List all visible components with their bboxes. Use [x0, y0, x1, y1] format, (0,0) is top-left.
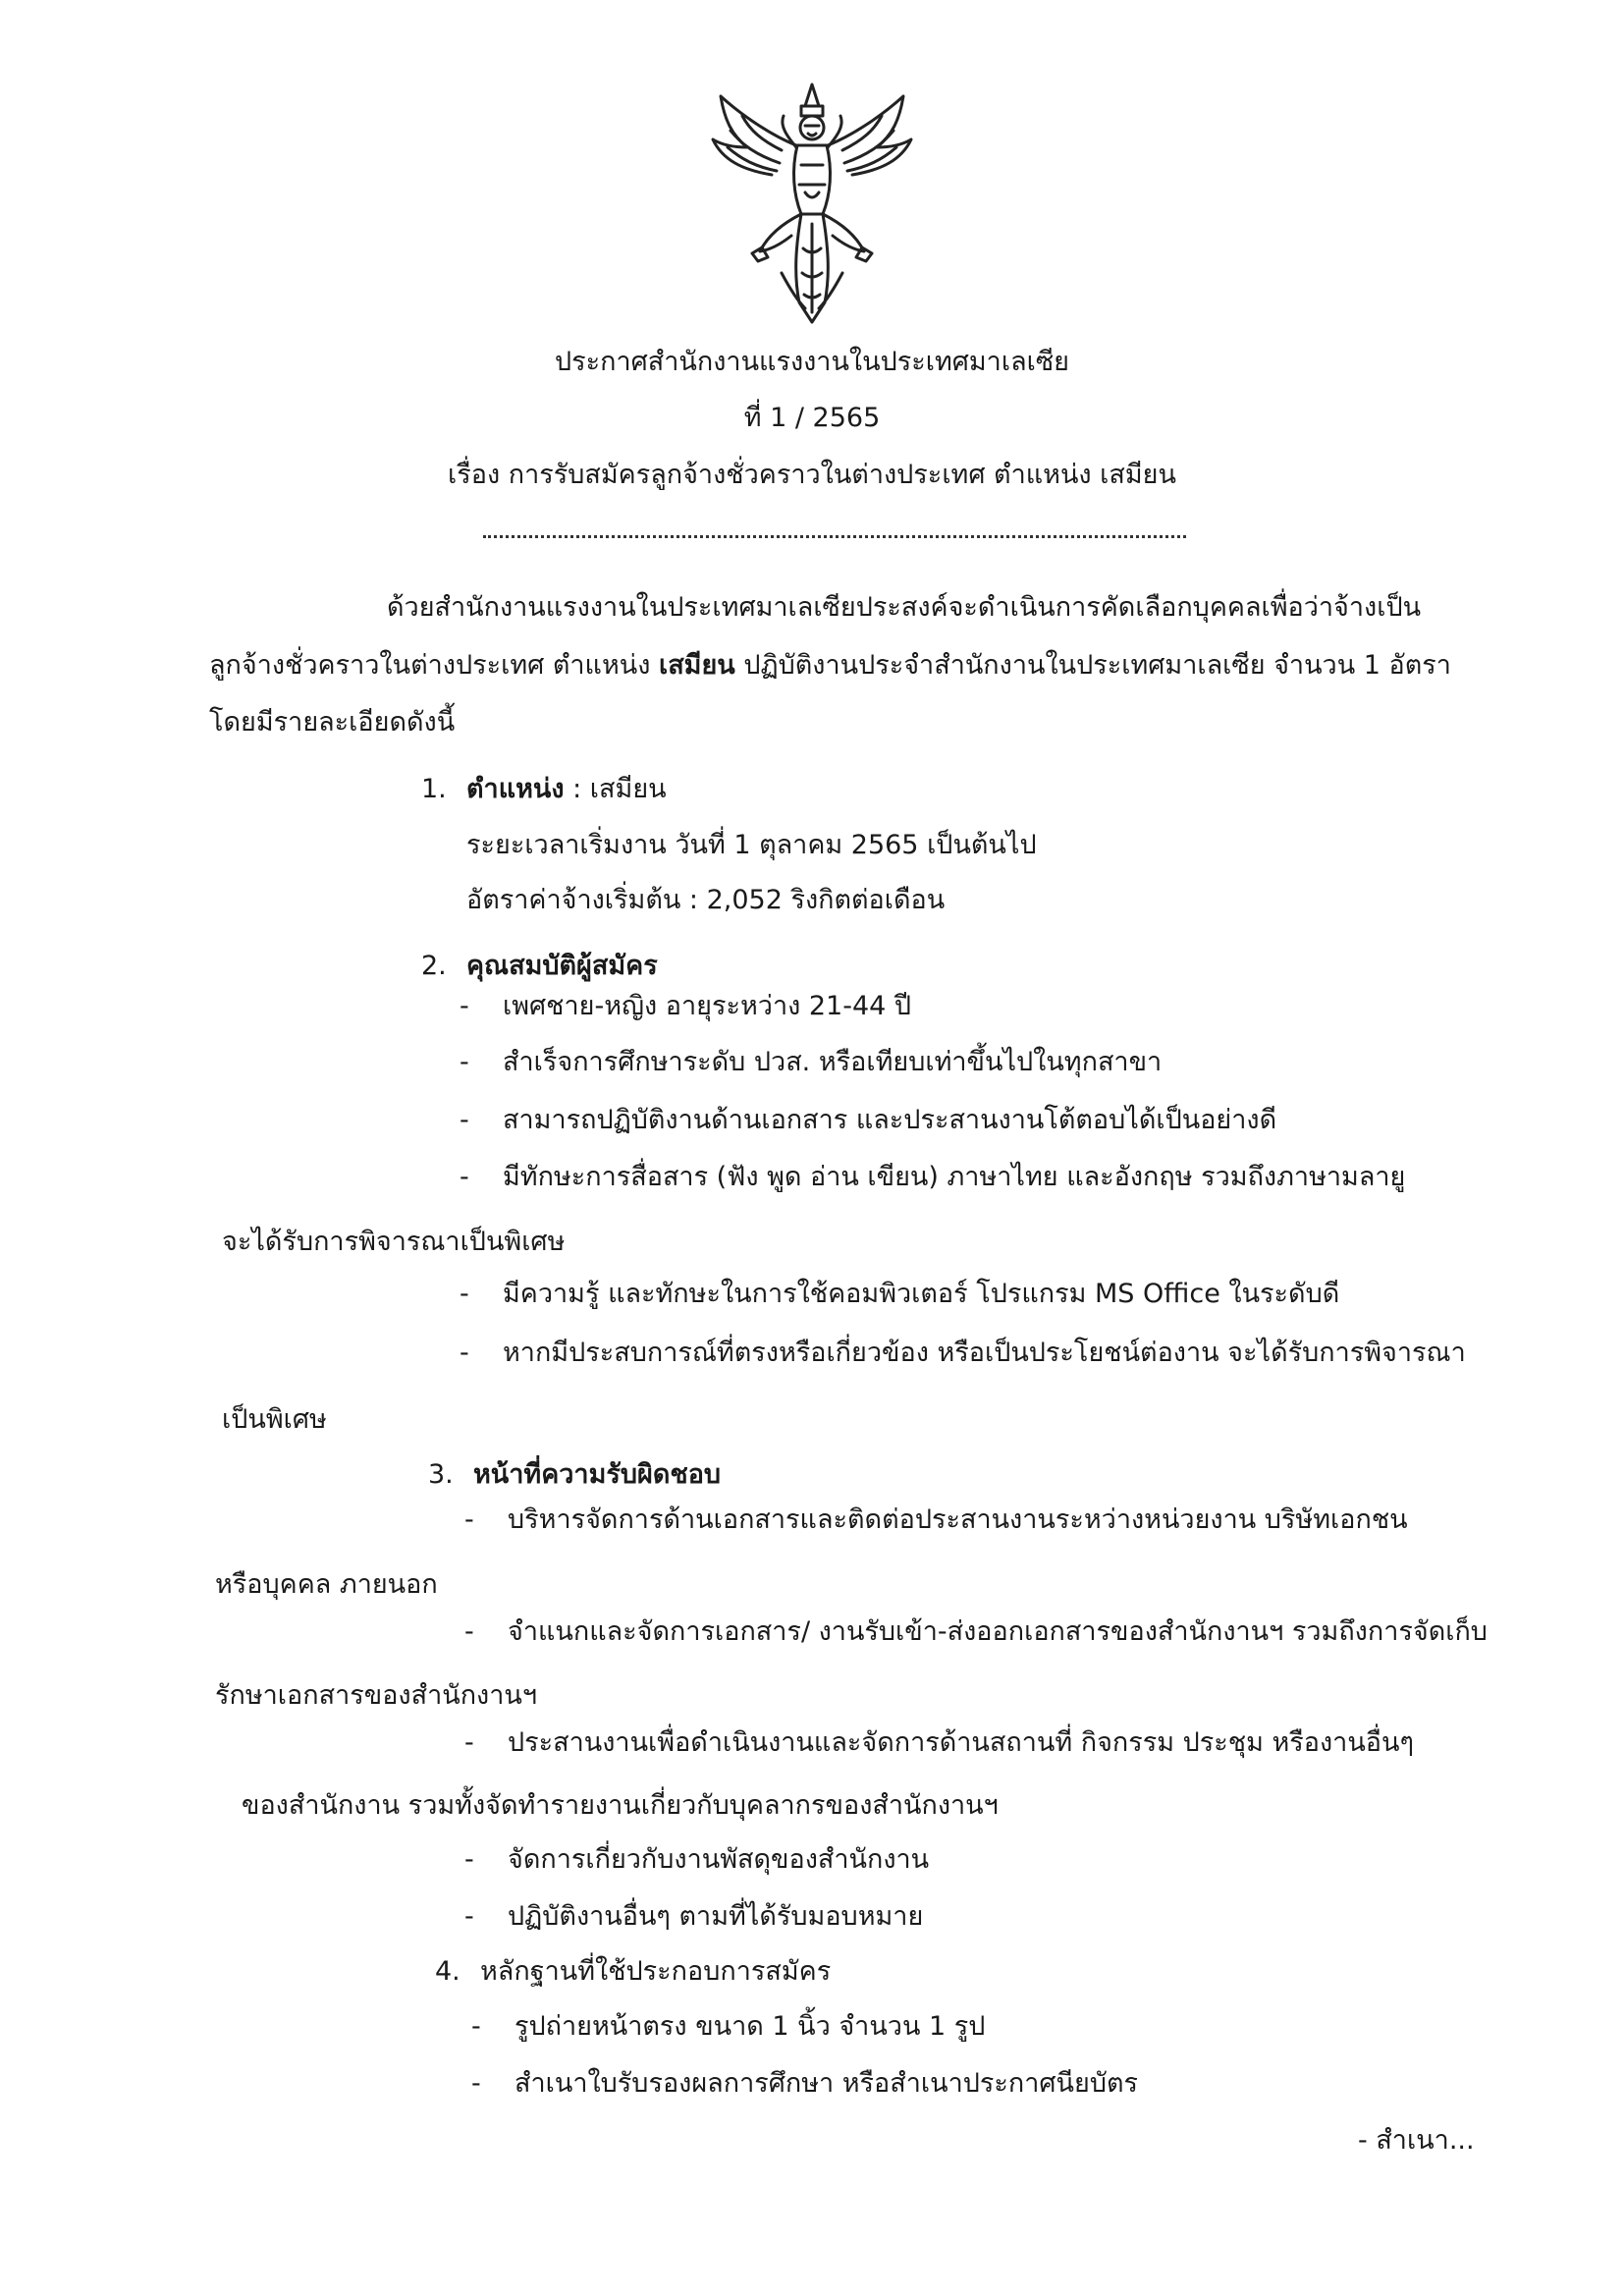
section-2-title: คุณสมบัติผู้สมัคร	[466, 951, 658, 981]
list-item: - สำเร็จการศึกษาระดับ ปวส. หรือเทียบเท่าขึ้นไปในทุกสาขา	[460, 1047, 1163, 1077]
position-name-bold: เสมียน	[658, 650, 735, 681]
list-item: - สามารถปฏิบัติงานด้านเอกสาร และประสานงานโต้ตอบได้เป็นอย่างดี	[460, 1105, 1277, 1135]
section-2-heading	[421, 949, 658, 984]
list-item-continuation: รักษาเอกสารของสำนักงานฯ	[215, 1680, 538, 1711]
list-item-continuation: เป็นพิเศษ	[222, 1404, 327, 1435]
announcement-number: ที่ 1 / 2565	[743, 403, 881, 433]
garuda-emblem-icon	[703, 77, 921, 332]
list-item-continuation: จะได้รับการพิจารณาเป็นพิเศษ	[222, 1227, 566, 1257]
intro-line-1: ด้วยสำนักงานแรงงานในประเทศมาเลเซียประสงค์จะดำเนินการคัดเลือกบุคคลเพื่อว่าจ้างเป็น	[387, 592, 1422, 623]
list-item: - ประสานงานเพื่อดำเนินงานและจัดการด้านสถานที่ กิจกรรม ประชุม หรืองานอื่นๆ	[464, 1727, 1414, 1758]
list-item: - จำแนกและจัดการเอกสาร/ งานรับเข้า-ส่งออกเอกสารของสำนักงานฯ รวมถึงการจัดเก็บ	[464, 1616, 1488, 1647]
list-item: - มีความรู้ และทักษะในการใช้คอมพิวเตอร์ โปรแกรม MS Office ในระดับดี	[460, 1279, 1340, 1309]
section-4-heading	[435, 1954, 831, 1990]
start-date: ระยะเวลาเริ่มงาน วันที่ 1 ตุลาคม 2565 เป็นต้นไป	[466, 830, 1037, 860]
section-3-title: หน้าที่ความรับผิดชอบ	[473, 1459, 722, 1490]
section-3-number: 3.	[428, 1459, 454, 1490]
section-2-number: 2.	[421, 951, 447, 981]
list-item: - เพศชาย-หญิง อายุระหว่าง 21-44 ปี	[460, 991, 912, 1021]
list-item: - มีทักษะการสื่อสาร (ฟัง พูด อ่าน เขียน) ภาษาไทย และอังกฤษ รวมถึงภาษามลายู	[460, 1162, 1406, 1192]
announcement-title: ประกาศสำนักงานแรงงานในประเทศมาเลเซีย	[555, 347, 1069, 377]
section-4-title: หลักฐานที่ใช้ประกอบการสมัคร	[480, 1956, 832, 1987]
section-1-label: ตำแหน่ง	[466, 774, 565, 804]
continuation-marker: - สำเนา...	[1358, 2125, 1475, 2156]
dotted-divider	[483, 535, 1186, 538]
list-item: - สำเนาใบรับรองผลการศึกษา หรือสำเนาประกาศนียบัตร	[471, 2068, 1139, 2099]
section-1-number: 1.	[421, 774, 447, 804]
list-item: - บริหารจัดการด้านเอกสารและติดต่อประสานงานระหว่างหน่วยงาน บริษัทเอกชน	[464, 1504, 1408, 1535]
list-item: - จัดการเกี่ยวกับงานพัสดุของสำนักงาน	[464, 1844, 930, 1875]
section-1-value: : เสมียน	[564, 774, 667, 804]
intro-line-3: โดยมีรายละเอียดดังนี้	[209, 707, 456, 738]
section-3-heading	[428, 1457, 721, 1493]
intro-line-2: ลูกจ้างชั่วคราวในต่างประเทศ ตำแหน่ง เสมียน ปฏิบัติงานประจำสำนักงานในประเทศมาเลเซีย จำนวน 1 อัตรา	[209, 650, 1451, 681]
salary-rate: อัตราค่าจ้างเริ่มต้น : 2,052 ริงกิตต่อเดือน	[466, 885, 946, 915]
list-item-continuation: ของสำนักงาน รวมทั้งจัดทำรายงานเกี่ยวกับบุคลากรของสำนักงานฯ	[242, 1790, 999, 1821]
list-item: - รูปถ่ายหน้าตรง ขนาด 1 นิ้ว จำนวน 1 รูป	[471, 2011, 986, 2042]
section-1-heading	[421, 772, 667, 807]
list-item-continuation: หรือบุคคล ภายนอก	[215, 1569, 438, 1600]
announcement-subject: เรื่อง การรับสมัครลูกจ้างชั่วคราวในต่างประเทศ ตำแหน่ง เสมียน	[448, 460, 1176, 490]
list-item: - ปฏิบัติงานอื่นๆ ตามที่ได้รับมอบหมาย	[464, 1901, 924, 1932]
section-4-number: 4.	[435, 1956, 460, 1987]
list-item: - หากมีประสบการณ์ที่ตรงหรือเกี่ยวข้อง หรือเป็นประโยชน์ต่องาน จะได้รับการพิจารณา	[460, 1338, 1466, 1368]
